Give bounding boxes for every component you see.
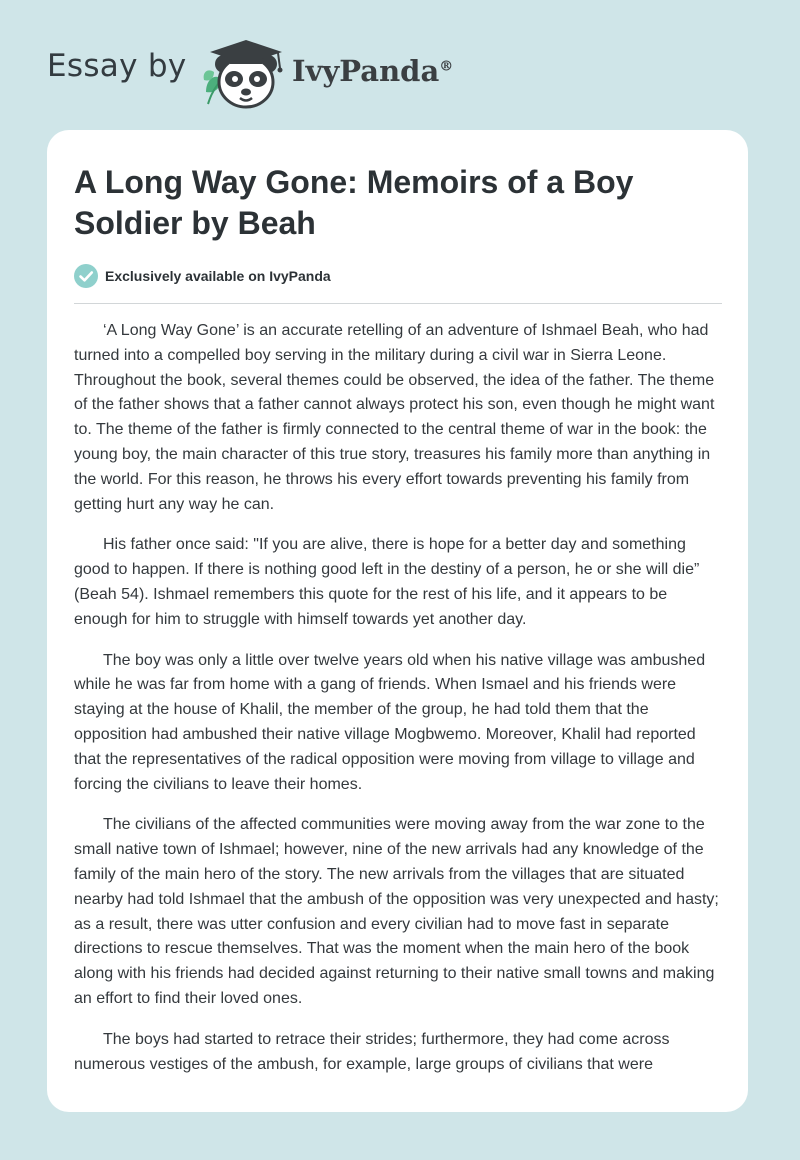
divider [74, 303, 722, 304]
brand-name[interactable] [292, 54, 453, 88]
paragraph: The boy was only a little over twelve years old when his native village was ambushed while he was far from home with a gang of friends. When Ismael and his friends were staying at the house of Khalil, the member of the group, he had told them that the opposition had ambushed their native village Mogbwemo. Moreover, Khalil had reported that the representatives of the radical opposition were moving from village to village and forcing the civilians to leave their homes. [74, 651, 706, 793]
paragraph: ‘A Long Way Gone’ is an accurate retelling of an adventure of Ishmael Beah, who had turned into a compelled boy serving in the military during a civil war in Sierra Leone. Throughout the book, several themes could be observed, the idea of the father. The theme of the father shows that a father cannot always protect his son, even though he might want to. The theme of the father is firmly connected to the central theme of war in the book: the young boy, the main character of this true story, treasures his family more than anything in the world. For this reason, he throws his every effort towards preventing his family from getting hurt any way he can. [74, 322, 715, 513]
exclusive-badge-label: Exclusively available on IvyPanda [105, 268, 331, 284]
paragraph: The boys had started to retrace their strides; furthermore, they had come across numerous vestiges of the ambush, for example, large groups of civilians that were [74, 1030, 670, 1073]
essay-card [47, 130, 748, 1112]
check-circle-icon [74, 264, 98, 288]
essay-body [74, 319, 724, 1093]
site-header [0, 0, 800, 130]
paragraph: The civilians of the affected communities were moving away from the war zone to the small native town of Ishmael; however, nine of the new arrivals had any knowledge of the family of the main hero of the story. The new arrivals from the villages that are situated nearby had told Ishmael that the ambush of the opposition was very unexpected and hasty; as a result, there was utter confusion and every civilian had to move fast in separate directions to rescue themselves. That was the moment when the main hero of the book along with his friends had decided against returning to their native small towns and making an effort to find their loved ones. [74, 816, 719, 1007]
essay-by-label: Essay by [47, 48, 187, 84]
brand-label: IvyPanda [292, 54, 440, 88]
panda-logo-icon[interactable] [200, 34, 290, 110]
exclusive-badge [74, 264, 331, 288]
registered-mark: ® [439, 58, 454, 75]
essay-title: A Long Way Gone: Memoirs of a Boy Soldier by Beah [74, 164, 634, 241]
paragraph: His father once said: "If you are alive, there is hope for a better day and something good to happen. If there is nothing good left in the destiny of a person, he or she will die” (Beah 54). Ishmael remembers this quote for the rest of his life, and it appears to be enough for him to struggle with himself towards yet another day. [74, 536, 700, 628]
